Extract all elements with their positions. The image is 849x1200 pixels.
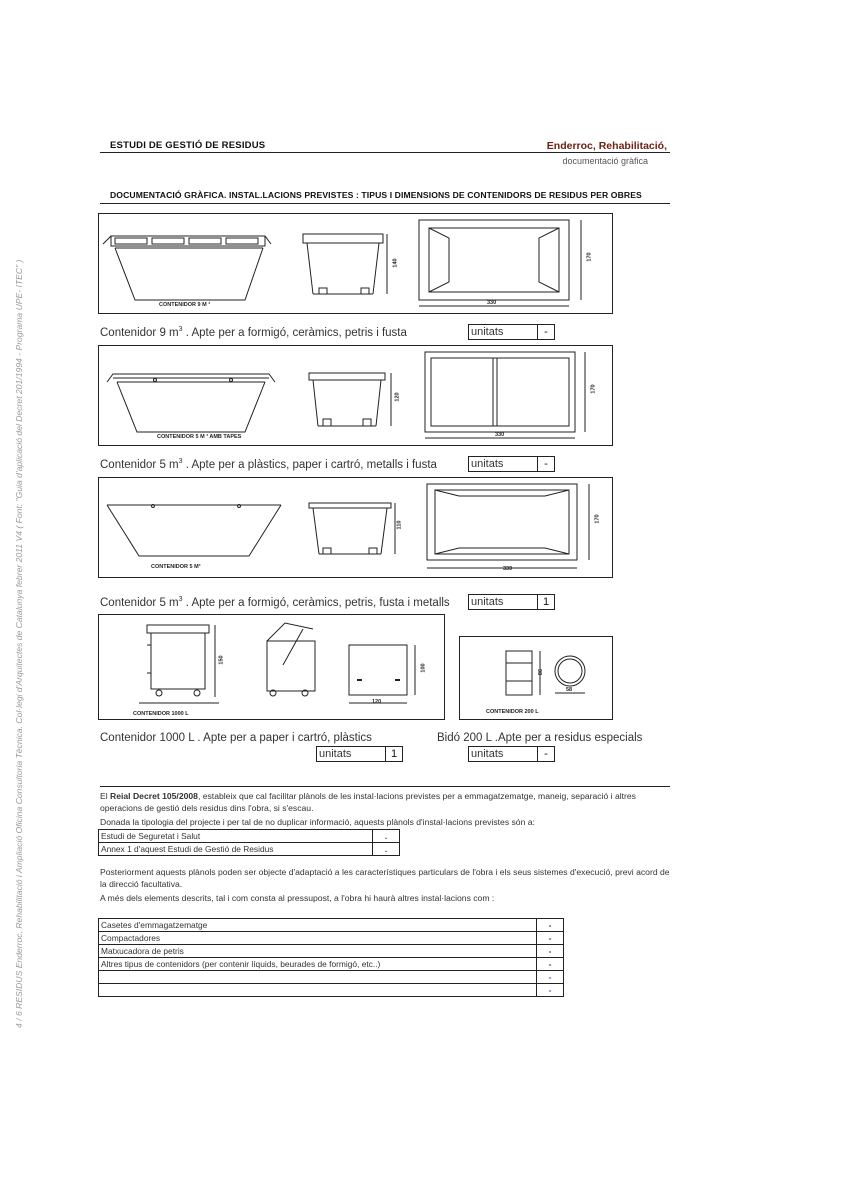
container-5m3-lids-length: 330	[495, 432, 505, 438]
units-value: -	[544, 458, 548, 470]
table-row	[99, 919, 564, 932]
table-row	[99, 971, 564, 984]
container-9m3-drawing	[98, 213, 613, 314]
table-cell: .	[373, 830, 400, 843]
container-9m3-length: 330	[487, 300, 497, 306]
units-value: 1	[542, 596, 550, 608]
table-row	[99, 945, 564, 958]
units-label: unitats	[469, 325, 538, 339]
container-5m3-lids-caption: Contenidor 5 $m^3$ . Apte per a plàstics, paper i cartró, metalls i fusta	[100, 458, 437, 471]
units-value: 1	[390, 748, 398, 760]
container-1000l-lid-height: 100	[420, 663, 427, 673]
table-cell: Compactadores	[99, 932, 537, 945]
table-cell: -	[537, 984, 564, 997]
container-1000l-diagram	[99, 615, 446, 721]
table-cell: -	[537, 932, 564, 945]
paragraph-plans: Donada la tipologia del projecte i per tal de no duplicar informació, aquests plànols d'instal·lacions previstes són a:	[100, 817, 535, 827]
sidebar-credit: 4 / 6 RESIDUS Enderroc, Rehabilitació i Ampliació Oficina Consultoria Tècnica. Col·legi d'Arquitectes de Catalunya febrer 2011 V4 ( Font: "Guia d'aplicació del Decret 201/1994 - Programa UPE- ITEC" )	[14, 259, 24, 1028]
units-label: unitats	[469, 747, 538, 761]
drum-200l-caption: Bidó 200 L .Apte per a residus especials	[437, 732, 643, 744]
units-value: -	[544, 326, 548, 338]
table-cell: -	[537, 971, 564, 984]
units-value: -	[544, 748, 548, 760]
text-divider	[100, 786, 670, 787]
table-row	[99, 932, 564, 945]
container-9m3-label: CONTENIDOR 9 M ³	[159, 302, 211, 308]
container-5m3-lids-label: CONTENIDOR 5 M ³ AMB TAPES	[157, 434, 242, 440]
table-cell: Annex 1 d'aquest Estudi de Gestió de Residus	[99, 843, 373, 856]
table-cell: Estudi de Seguretat i Salut	[99, 830, 373, 843]
paragraph-decree: El Reial Decret 105/2008, estableix que cal facilitar plànols de les instal·lacions previstes per a emmagatzematge, maneig, separació i altres operacions de gestió dels residus dins l'obra, si s'escau.	[100, 791, 636, 813]
units-label: unitats	[317, 747, 386, 761]
container-5m3-drawing	[98, 477, 613, 578]
table-cell: -	[537, 945, 564, 958]
container-5m3-lids-depth: 170	[590, 384, 597, 394]
table-cell: -	[537, 958, 564, 971]
table-row	[99, 830, 400, 843]
container-5m3-height: 110	[396, 520, 403, 530]
docs-table	[98, 829, 400, 856]
table-row	[99, 984, 564, 997]
table-row	[99, 843, 400, 856]
container-5m3-length: 330	[503, 566, 513, 572]
table-cell: -	[537, 919, 564, 932]
table-cell	[99, 971, 537, 984]
table-cell: .	[373, 843, 400, 856]
container-9m3-units	[468, 324, 555, 340]
section-title: DOCUMENTACIÓ GRÀFICA. INSTAL.LACIONS PREVISTES : TIPUS I DIMENSIONS DE CONTENIDORS DE RESIDUS PER OBRES	[110, 190, 642, 200]
container-5m3-caption: Contenidor 5 $m^3$ . Apte per a formigó, ceràmics, petris, fusta i metalls	[100, 596, 450, 609]
container-5m3-depth: 170	[594, 514, 601, 524]
table-row	[99, 958, 564, 971]
table-cell: Casetes d'emmagatzematge	[99, 919, 537, 932]
facilities-table	[98, 918, 564, 997]
container-1000l-caption: Contenidor 1000 L . Apte per a paper i cartró, plàstics	[100, 732, 372, 744]
drum-200l-height: 86	[538, 668, 545, 676]
table-cell: Altres tipus de contenidors (per contenir líquids, beurades de formigó, etc..)	[99, 958, 537, 971]
paragraph-adaptation: Posteriorment aquests plànols poden ser objecte d'adaptació a les característiques particulars de l'obra i els seus sistemes d'execució, previ acord de la direcció facultativa.	[100, 867, 670, 889]
container-5m3-lids-height: 120	[394, 392, 401, 402]
header-subtitle: documentació gràfica	[562, 156, 648, 166]
page-title: ESTUDI DE GESTIÓ DE RESIDUS	[110, 140, 266, 151]
container-5m3-label: CONTENIDOR 5 M³	[151, 564, 201, 570]
container-1000l-drawing	[98, 614, 445, 720]
container-5m3-units	[468, 594, 555, 610]
container-5m3-lids-drawing	[98, 345, 613, 446]
container-9m3-height: 140	[392, 258, 399, 268]
container-1000l-height: 150	[218, 655, 225, 665]
table-cell	[99, 984, 537, 997]
container-5m3-lids-units	[468, 456, 555, 472]
container-9m3-depth: 170	[586, 252, 593, 262]
section-divider	[100, 203, 670, 204]
container-1000l-width: 120	[372, 699, 382, 705]
container-9m3-caption: Contenidor 9 $m^3$ . Apte per a formigó, ceràmics, petris i fusta	[100, 326, 407, 339]
units-label: unitats	[469, 595, 538, 609]
container-1000l-units	[316, 746, 403, 762]
drum-200l-drawing	[459, 636, 613, 720]
container-5m3-lids-diagram	[99, 346, 614, 447]
drum-200l-units	[468, 746, 555, 762]
units-label: unitats	[469, 457, 538, 471]
drum-200l-label: CONTENIDOR 200 L	[486, 709, 539, 715]
table-cell: Matxucadora de petris	[99, 945, 537, 958]
drum-200l-diameter: 58	[566, 687, 573, 693]
container-1000l-label: CONTENIDOR 1000 L	[133, 711, 189, 717]
container-9m3-diagram	[99, 214, 614, 315]
header-divider	[100, 152, 670, 153]
header-project: Enderroc, Rehabilitació,	[546, 140, 667, 152]
paragraph-other: A més dels elements descrits, tal i com consta al pressupost, a l'obra hi haurà altres instal·lacions com :	[100, 893, 495, 903]
